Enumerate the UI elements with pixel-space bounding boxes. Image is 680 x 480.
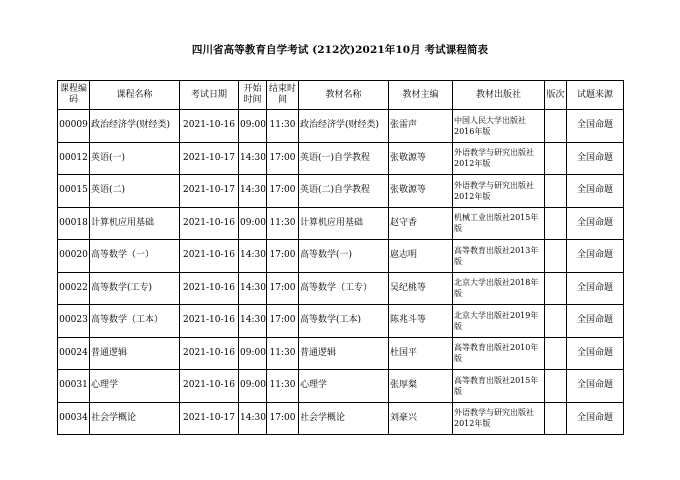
header-code: 课程编码	[58, 81, 90, 110]
header-end: 结束时间	[267, 81, 299, 110]
cell-source: 全国命题	[567, 305, 624, 338]
cell-source: 全国命题	[567, 142, 624, 175]
cell-publisher: 中国人民大学出版社2016年版	[453, 110, 545, 143]
cell-publisher: 机械工业出版社2015年版	[453, 207, 545, 240]
cell-code: 00023	[58, 305, 90, 338]
cell-textbook: 高等数学（工专）	[299, 272, 389, 305]
cell-editor: 赵守香	[389, 207, 453, 240]
cell-course: 计算机应用基础	[90, 207, 180, 240]
table-row	[58, 305, 624, 338]
cell-source: 全国命题	[567, 240, 624, 273]
cell-editor: 刘豪兴	[389, 402, 453, 435]
cell-end: 17:00	[267, 402, 299, 435]
cell-publisher: 外语教学与研究出版社2012年版	[453, 175, 545, 208]
cell-source: 全国命题	[567, 207, 624, 240]
cell-code: 00024	[58, 337, 90, 370]
header-publisher: 教材出版社	[453, 81, 545, 110]
cell-course: 高等数学（一）	[90, 240, 180, 273]
cell-edition	[545, 207, 567, 240]
cell-course: 政治经济学(财经类)	[90, 110, 180, 143]
cell-edition	[545, 110, 567, 143]
cell-start: 14:30	[239, 305, 267, 338]
cell-date: 2021-10-16	[180, 110, 239, 143]
cell-textbook: 普通逻辑	[299, 337, 389, 370]
cell-date: 2021-10-17	[180, 142, 239, 175]
cell-end: 17:00	[267, 175, 299, 208]
cell-code: 00012	[58, 142, 90, 175]
cell-course: 心理学	[90, 370, 180, 403]
cell-edition	[545, 142, 567, 175]
cell-date: 2021-10-17	[180, 402, 239, 435]
cell-textbook: 政治经济学(财经类)	[299, 110, 389, 143]
cell-editor: 陈兆斗等	[389, 305, 453, 338]
cell-edition	[545, 240, 567, 273]
cell-start: 14:30	[239, 240, 267, 273]
table-row	[58, 402, 624, 435]
cell-end: 11:30	[267, 207, 299, 240]
table-row	[58, 175, 624, 208]
cell-end: 11:30	[267, 110, 299, 143]
cell-code: 00009	[58, 110, 90, 143]
cell-end: 11:30	[267, 370, 299, 403]
cell-start: 14:30	[239, 272, 267, 305]
header-edition: 版次	[545, 81, 567, 110]
cell-start: 09:00	[239, 207, 267, 240]
header-date: 考试日期	[180, 81, 239, 110]
cell-publisher: 高等教育出版社2010年版	[453, 337, 545, 370]
table-row	[58, 207, 624, 240]
cell-end: 11:30	[267, 337, 299, 370]
cell-editor: 张厚粲	[389, 370, 453, 403]
cell-date: 2021-10-16	[180, 305, 239, 338]
cell-edition	[545, 305, 567, 338]
cell-edition	[545, 337, 567, 370]
cell-source: 全国命题	[567, 337, 624, 370]
cell-date: 2021-10-16	[180, 370, 239, 403]
table-row	[58, 272, 624, 305]
cell-course: 普通逻辑	[90, 337, 180, 370]
cell-editor: 张敬源等	[389, 142, 453, 175]
cell-source: 全国命题	[567, 370, 624, 403]
cell-end: 17:00	[267, 305, 299, 338]
header-source: 试题来源	[567, 81, 624, 110]
cell-code: 00015	[58, 175, 90, 208]
cell-publisher: 北京大学出版社2018年版	[453, 272, 545, 305]
cell-code: 00022	[58, 272, 90, 305]
header-row	[58, 81, 624, 110]
cell-textbook: 计算机应用基础	[299, 207, 389, 240]
table-row	[58, 240, 624, 273]
cell-start: 14:30	[239, 175, 267, 208]
cell-editor: 吴纪桃等	[389, 272, 453, 305]
cell-code: 00034	[58, 402, 90, 435]
cell-start: 09:00	[239, 110, 267, 143]
cell-publisher: 外语教学与研究出版社2012年版	[453, 402, 545, 435]
cell-textbook: 英语(一)自学教程	[299, 142, 389, 175]
cell-textbook: 高等数学(一)	[299, 240, 389, 273]
cell-source: 全国命题	[567, 402, 624, 435]
cell-edition	[545, 370, 567, 403]
table-row	[58, 337, 624, 370]
cell-date: 2021-10-16	[180, 272, 239, 305]
cell-editor: 杜国平	[389, 337, 453, 370]
cell-editor: 扈志明	[389, 240, 453, 273]
cell-start: 09:00	[239, 370, 267, 403]
cell-date: 2021-10-16	[180, 240, 239, 273]
exam-schedule-table	[57, 80, 624, 435]
header-course: 课程名称	[90, 81, 180, 110]
header-editor: 教材主编	[389, 81, 453, 110]
cell-textbook: 心理学	[299, 370, 389, 403]
cell-textbook: 社会学概论	[299, 402, 389, 435]
cell-end: 17:00	[267, 142, 299, 175]
cell-date: 2021-10-16	[180, 207, 239, 240]
header-textbook: 教材名称	[299, 81, 389, 110]
cell-edition	[545, 272, 567, 305]
cell-date: 2021-10-17	[180, 175, 239, 208]
cell-start: 14:30	[239, 402, 267, 435]
cell-edition	[545, 175, 567, 208]
cell-textbook: 高等数学(工本)	[299, 305, 389, 338]
cell-source: 全国命题	[567, 110, 624, 143]
page-title: 四川省高等教育自学考试 (212次)2021年10月 考试课程简表	[191, 44, 489, 56]
cell-course: 高等数学（工本）	[90, 305, 180, 338]
cell-end: 17:00	[267, 240, 299, 273]
cell-code: 00031	[58, 370, 90, 403]
cell-source: 全国命题	[567, 272, 624, 305]
table-row	[58, 110, 624, 143]
cell-end: 17:00	[267, 272, 299, 305]
cell-publisher: 高等教育出版社2015年版	[453, 370, 545, 403]
header-start: 开始时间	[239, 81, 267, 110]
table-row	[58, 370, 624, 403]
cell-course: 英语(二)	[90, 175, 180, 208]
cell-code: 00018	[58, 207, 90, 240]
cell-edition	[545, 402, 567, 435]
cell-start: 09:00	[239, 337, 267, 370]
cell-editor: 张敬源等	[389, 175, 453, 208]
cell-publisher: 外语教学与研究出版社2012年版	[453, 142, 545, 175]
cell-editor: 张雷声	[389, 110, 453, 143]
cell-start: 14:30	[239, 142, 267, 175]
cell-textbook: 英语(二)自学教程	[299, 175, 389, 208]
cell-source: 全国命题	[567, 175, 624, 208]
cell-course: 英语(一)	[90, 142, 180, 175]
cell-code: 00020	[58, 240, 90, 273]
cell-publisher: 高等教育出版社2013年版	[453, 240, 545, 273]
table-row	[58, 142, 624, 175]
cell-course: 社会学概论	[90, 402, 180, 435]
cell-course: 高等数学(工专)	[90, 272, 180, 305]
cell-date: 2021-10-16	[180, 337, 239, 370]
cell-publisher: 北京大学出版社2019年版	[453, 305, 545, 338]
